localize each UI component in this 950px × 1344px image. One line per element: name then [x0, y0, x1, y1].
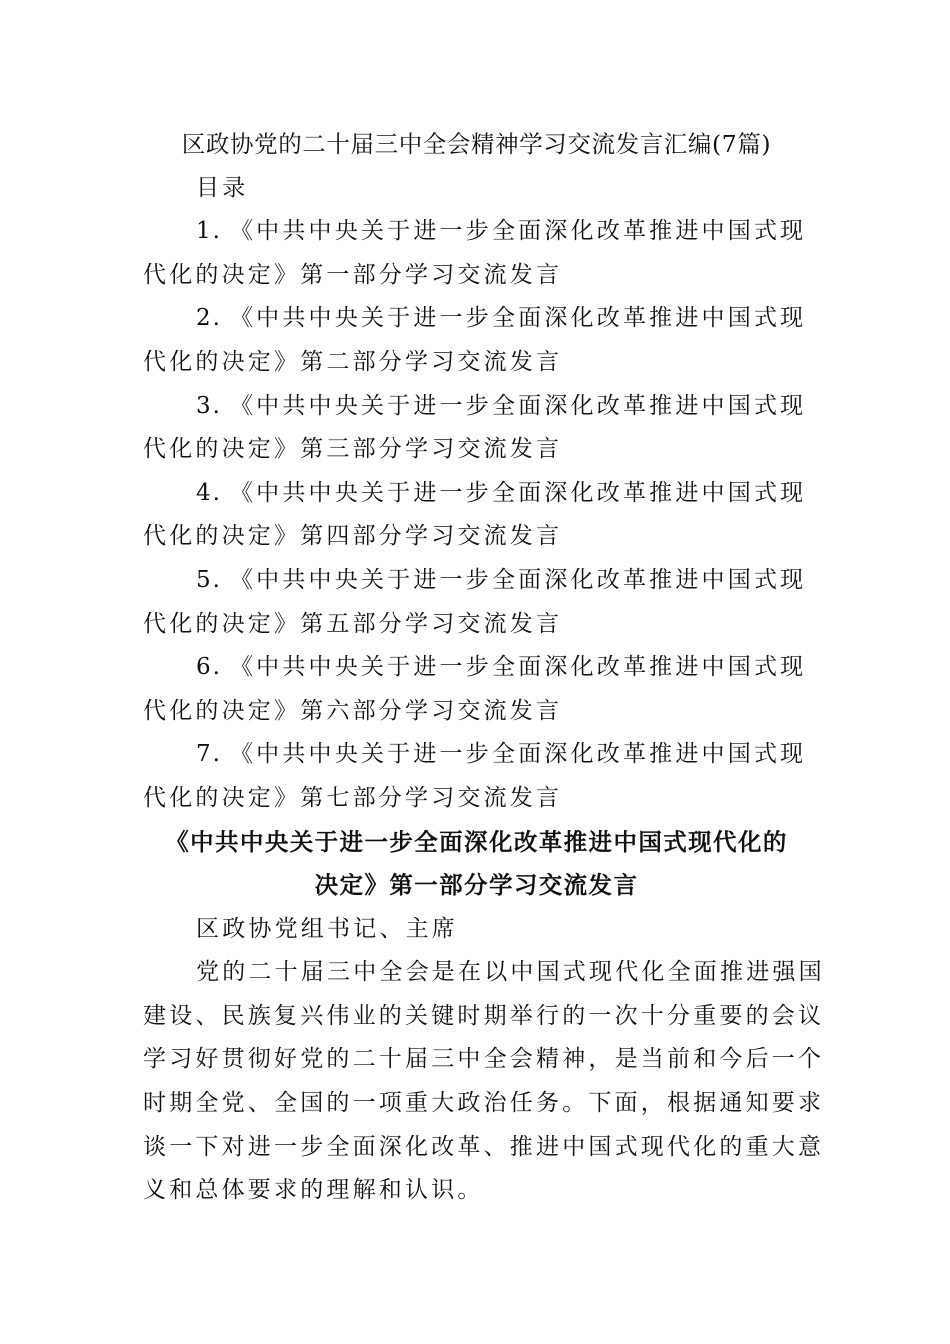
toc-item-text-cont: 代化的决定》第二部分学习交流发言 [143, 348, 563, 375]
paragraph-line: 义和总体要求的理解和认识。 [143, 1177, 484, 1204]
document-page [143, 123, 825, 1213]
toc-item-text: 《中共中央关于进一步全面深化改革推进中国式现 [229, 741, 807, 768]
toc-item-number: 2. [196, 305, 222, 332]
toc-item-number: 7. [196, 741, 222, 768]
toc-item-text-cont: 代化的决定》第四部分学习交流发言 [143, 523, 563, 550]
paragraph-line: 时期全党、全国的一项重大政治任务。下面，根据通知要求 [143, 1090, 825, 1117]
toc-item-text-cont: 代化的决定》第五部分学习交流发言 [143, 610, 563, 637]
section-title-line1: 《中共中央关于进一步全面深化改革推进中国式现代化的 [165, 827, 788, 856]
toc-item-7 [143, 733, 810, 820]
section-1 [143, 821, 825, 1213]
toc-item-text-cont: 代化的决定》第七部分学习交流发言 [143, 784, 563, 811]
table-of-contents [143, 210, 810, 820]
toc-item-text: 《中共中央关于进一步全面深化改革推进中国式现 [229, 566, 807, 593]
toc-item-number: 4. [196, 479, 222, 506]
section-title-line2: 决定》第一部分学习交流发言 [314, 871, 639, 900]
document-title: 区政协党的二十届三中全会精神学习交流发言汇编(7篇) [181, 130, 772, 158]
toc-item-number: 6. [196, 654, 222, 681]
toc-heading: 目录 [196, 174, 249, 201]
toc-item-text-cont: 代化的决定》第一部分学习交流发言 [143, 261, 563, 288]
toc-item-5 [143, 559, 810, 646]
toc-item-number: 3. [196, 392, 222, 419]
section-paragraph [143, 951, 825, 1213]
paragraph-line: 学习好贯彻好党的二十届三中全会精神，是当前和今后一个 [143, 1046, 825, 1073]
toc-item-number: 1. [196, 218, 222, 245]
toc-item-text: 《中共中央关于进一步全面深化改革推进中国式现 [229, 479, 807, 506]
paragraph-line: 党的二十届三中全会是在以中国式现代化全面推进强国 [196, 959, 825, 986]
toc-item-1 [143, 210, 810, 297]
toc-item-text: 《中共中央关于进一步全面深化改革推进中国式现 [229, 218, 807, 245]
toc-item-number: 5. [196, 566, 222, 593]
toc-item-2 [143, 297, 810, 384]
toc-item-4 [143, 472, 810, 559]
paragraph-line: 谈一下对进一步全面深化改革、推进中国式现代化的重大意 [143, 1133, 825, 1160]
toc-item-6 [143, 646, 810, 733]
paragraph-line: 建设、民族复兴伟业的关键时期举行的一次十分重要的会议 [143, 1002, 825, 1029]
section-author: 区政协党组书记、主席 [196, 915, 458, 942]
toc-item-text: 《中共中央关于进一步全面深化改革推进中国式现 [229, 654, 807, 681]
toc-item-text-cont: 代化的决定》第六部分学习交流发言 [143, 697, 563, 724]
toc-item-text: 《中共中央关于进一步全面深化改革推进中国式现 [229, 392, 807, 419]
toc-item-text-cont: 代化的决定》第三部分学习交流发言 [143, 436, 563, 463]
toc-item-text: 《中共中央关于进一步全面深化改革推进中国式现 [229, 305, 807, 332]
toc-item-3 [143, 385, 810, 472]
